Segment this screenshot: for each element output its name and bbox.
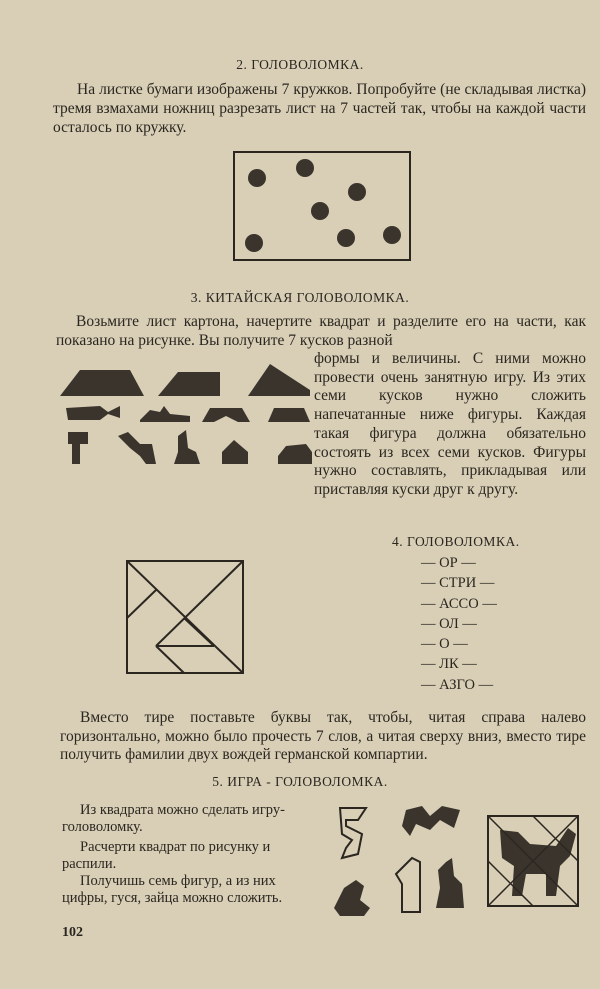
puzzle-3-title: 3. КИТАЙСКАЯ ГОЛОВОЛОМКА. bbox=[190, 290, 410, 305]
word-puzzle-rows bbox=[421, 553, 497, 695]
puzzle-2-title: 2. ГОЛОВОЛОМКА. bbox=[236, 57, 364, 72]
rabbit-figure bbox=[174, 430, 200, 464]
page-number: 102 bbox=[62, 925, 83, 940]
tangram-square-diagram bbox=[126, 560, 244, 674]
word-row: — ЛК — bbox=[421, 656, 477, 673]
puzzle-4-title: 4. ГОЛОВОЛОМКА. bbox=[392, 534, 520, 549]
rabbit-figure bbox=[436, 858, 464, 908]
dot bbox=[311, 202, 329, 220]
word-row: — ОЛ — bbox=[421, 615, 477, 632]
word-row: — АССО — bbox=[421, 595, 497, 612]
dot bbox=[248, 169, 266, 187]
dot bbox=[337, 229, 355, 247]
puzzle-4-text: Вместо тире поставьте буквы так, чтобы, читая справа налево горизонтально, можно было прочесть 7 слов, а читая сверху вниз, вместо тире получить фамилии двух вождей германской компартии. bbox=[60, 709, 586, 763]
puzzle-5-para-2: Расчерти квадрат по рисунку и распили. bbox=[62, 839, 271, 872]
puzzle-5-para-1: Из квадрата можно сделать игру-головоломку. bbox=[62, 802, 285, 835]
house-2-figure bbox=[222, 440, 248, 464]
bridge-figure bbox=[202, 408, 250, 422]
trapezoid-figure bbox=[158, 372, 220, 396]
dot bbox=[348, 183, 366, 201]
seven-dots-sheet bbox=[232, 150, 412, 262]
house-figure bbox=[248, 364, 310, 396]
puzzle-5-title: 5. ИГРА - ГОЛОВОЛОМКА. bbox=[212, 774, 388, 789]
one-figure bbox=[396, 858, 420, 912]
bird-figure bbox=[118, 432, 156, 464]
word-row: — О — bbox=[421, 636, 468, 653]
word-row: — АЗГО — bbox=[421, 676, 494, 693]
boat-figure bbox=[140, 406, 190, 422]
tangram-digit-figures bbox=[330, 800, 586, 918]
puzzle-5-para-3: Получишь семь фигур, а из них цифры, гуся, зайца можно сложить. bbox=[62, 873, 283, 906]
puzzle-2-text: На листке бумаги изображены 7 кружков. Попробуйте (не складывая листка) тремя взмахами ножниц разрезать лист на 7 частей так, чтобы на каждой части осталось по кружку. bbox=[53, 81, 586, 136]
goose-figure bbox=[402, 806, 460, 836]
tangram-figures bbox=[60, 360, 320, 472]
word-row: — ОР — bbox=[421, 555, 476, 571]
digit-five-figure bbox=[340, 808, 366, 858]
hammer-figure bbox=[68, 432, 88, 464]
kneeling-figure bbox=[334, 880, 370, 916]
dot bbox=[296, 159, 314, 177]
car-figure bbox=[278, 444, 312, 464]
dot bbox=[383, 226, 401, 244]
dog-in-square-diagram bbox=[488, 816, 578, 906]
fish-figure bbox=[66, 406, 120, 420]
puzzle-3-text-side: формы и величины. С ними можно провести очень занятную игру. Из этих семи кусков нужно сложить напечатанные ниже фигуры. Каждая такая фигура должна обязательно состоять из всех семи кусков. Фигуры нужно составлять, прикладывая или приставляя куски друг к другу. bbox=[314, 350, 586, 498]
puzzle-3-text-top: Возьмите лист картона, начертите квадрат и разделите его на части, как показано на рисунке. Вы получите 7 кусков разной bbox=[56, 313, 586, 349]
shape-figure bbox=[268, 408, 310, 422]
word-row: — СТРИ — bbox=[421, 575, 495, 592]
trapezoid-figure bbox=[60, 370, 144, 396]
dot bbox=[245, 234, 263, 252]
